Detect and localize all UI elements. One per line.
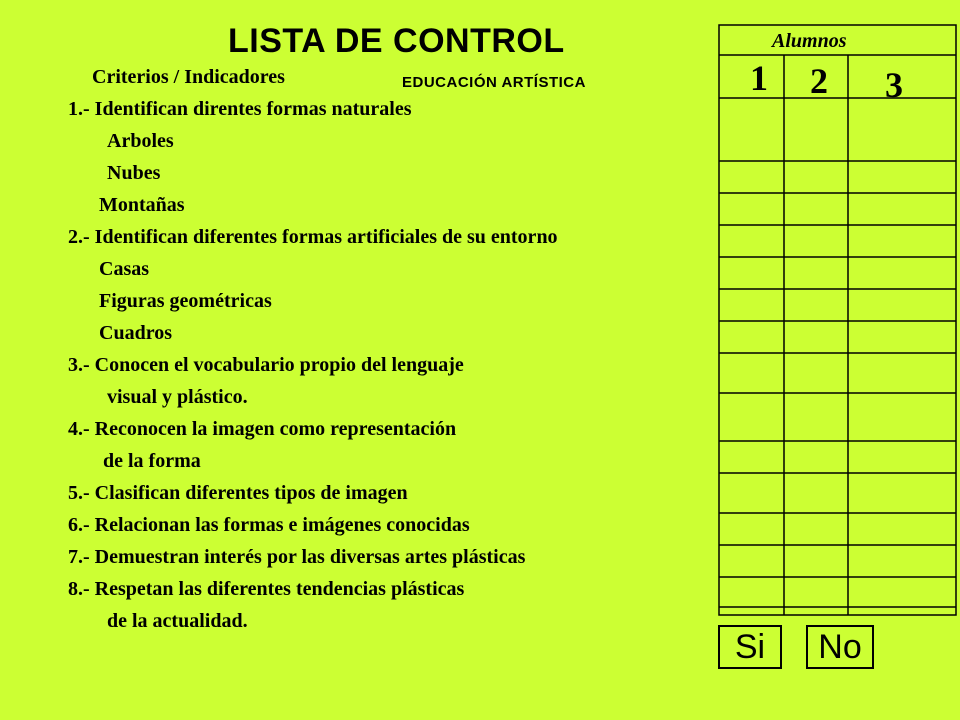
criterion-5: 5.- Clasifican diferentes tipos de imagen <box>68 482 408 504</box>
criterion-2-item: Casas <box>99 258 150 280</box>
criterion-3: 3.- Conocen el vocabulario propio del lenguaje <box>68 354 464 376</box>
legend-yes <box>718 625 782 669</box>
legend-no <box>806 625 874 669</box>
criterion-8: 8.- Respetan las diferentes tendencias plásticas <box>68 578 465 600</box>
page-title: LISTA DE CONTROL <box>228 22 565 60</box>
criterion-4: 4.- Reconocen la imagen como representación <box>68 418 457 440</box>
criterion-2-item: Cuadros <box>99 322 172 344</box>
criterion-1-item: Arboles <box>107 130 174 152</box>
grid-lines <box>718 24 958 616</box>
criterion-1-item: Nubes <box>107 162 161 184</box>
criteria-heading: Criterios / Indicadores <box>92 66 285 88</box>
subject-subtitle: EDUCACIÓN ARTÍSTICA <box>402 74 586 91</box>
student-number-1: 1 <box>750 58 768 98</box>
criterion-3-cont: visual y plástico. <box>107 386 248 408</box>
criterion-4-cont: de la forma <box>103 450 201 472</box>
student-number-3: 3 <box>885 65 903 105</box>
criterion-8-cont: de la actualidad. <box>107 610 248 632</box>
legend-no-label: No <box>818 627 862 666</box>
student-number-2: 2 <box>810 61 828 101</box>
criterion-1: 1.- Identifican direntes formas naturales <box>68 98 412 120</box>
criterion-1-item: Montañas <box>99 194 185 216</box>
students-heading: Alumnos <box>772 30 847 52</box>
criterion-2-item: Figuras geométricas <box>99 290 272 312</box>
criterion-6: 6.- Relacionan las formas e imágenes conocidas <box>68 514 470 536</box>
criterion-2: 2.- Identifican diferentes formas artificiales de su entorno <box>68 226 558 248</box>
legend-yes-label: Si <box>734 627 766 666</box>
checklist-grid <box>718 24 958 616</box>
criterion-7: 7.- Demuestran interés por las diversas artes plásticas <box>68 546 526 568</box>
